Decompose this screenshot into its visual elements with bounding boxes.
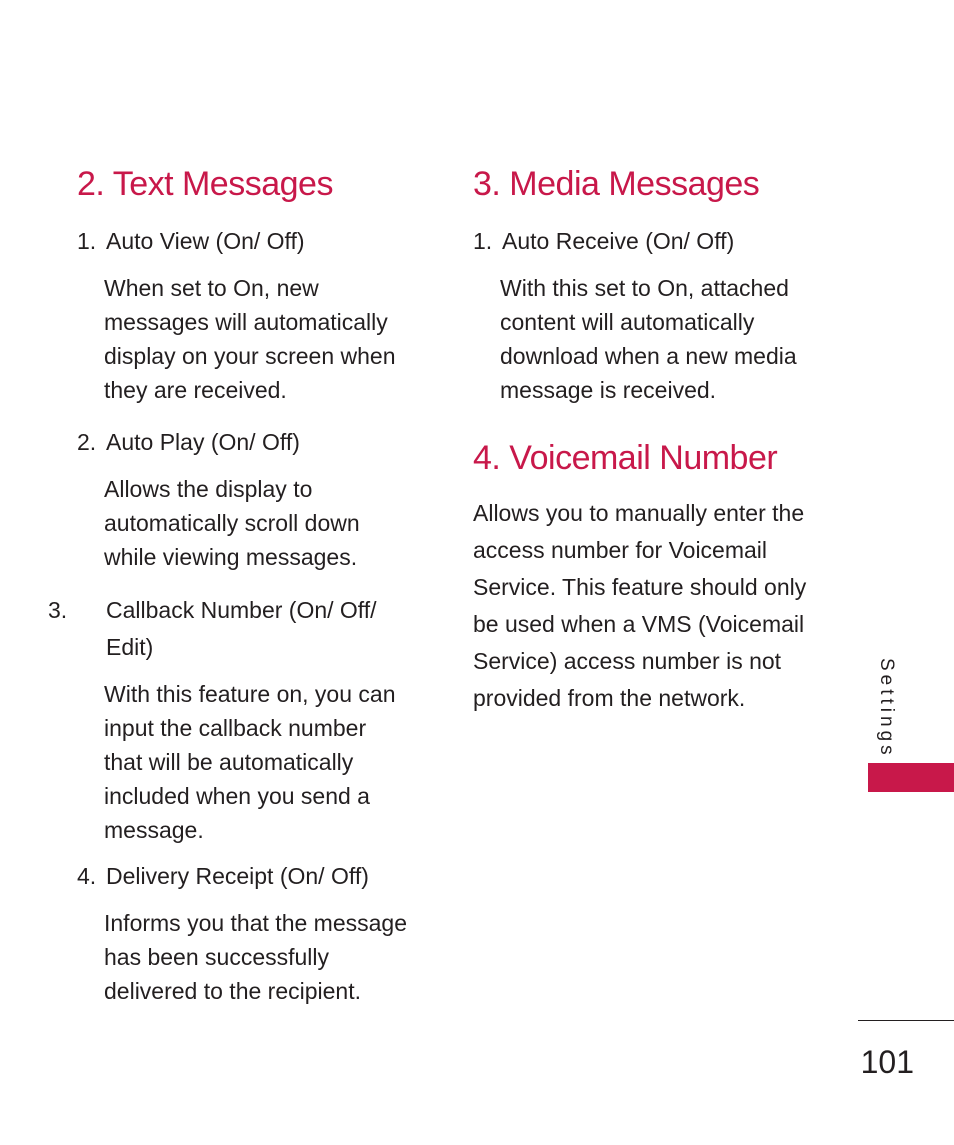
voicemail-description: Allows you to manually enter the access number for Voicemail Service. This feature should only be used when a VMS (Voicemail Service) access number is not provided from the network.	[473, 500, 807, 711]
section-title-text-messages: 2. Text Messages	[77, 165, 333, 203]
page-number-rule	[858, 1020, 954, 1021]
item-desc-callback-number: With this feature on, you can input the callback number that will be automatically included when you send a message.	[104, 681, 396, 843]
page-number: 101	[860, 1044, 914, 1080]
item-heading-auto-play: 2. Auto Play (On/ Off)	[77, 429, 300, 455]
item-heading-auto-receive: 1. Auto Receive (On/ Off)	[473, 228, 735, 254]
item-desc-auto-play: Allows the display to automatically scroll down while viewing messages.	[104, 476, 360, 570]
item-heading-callback-number: 3. Callback Number (On/ Off/ Edit)	[48, 597, 377, 660]
side-tab-label: Settings	[876, 658, 897, 759]
section-title-voicemail-number: 4. Voicemail Number	[473, 439, 778, 477]
item-heading-delivery-receipt: 4. Delivery Receipt (On/ Off)	[77, 863, 369, 889]
side-tab-marker	[868, 763, 954, 792]
item-heading-auto-view: 1. Auto View (On/ Off)	[77, 228, 305, 254]
section-title-media-messages: 3. Media Messages	[473, 165, 760, 203]
item-desc-auto-receive: With this set to On, attached content will automatically download when a new media message is received.	[500, 275, 797, 403]
item-desc-delivery-receipt: Informs you that the message has been successfully delivered to the recipient.	[104, 910, 407, 1004]
item-desc-auto-view: When set to On, new messages will automatically display on your screen when they are received.	[104, 275, 396, 403]
